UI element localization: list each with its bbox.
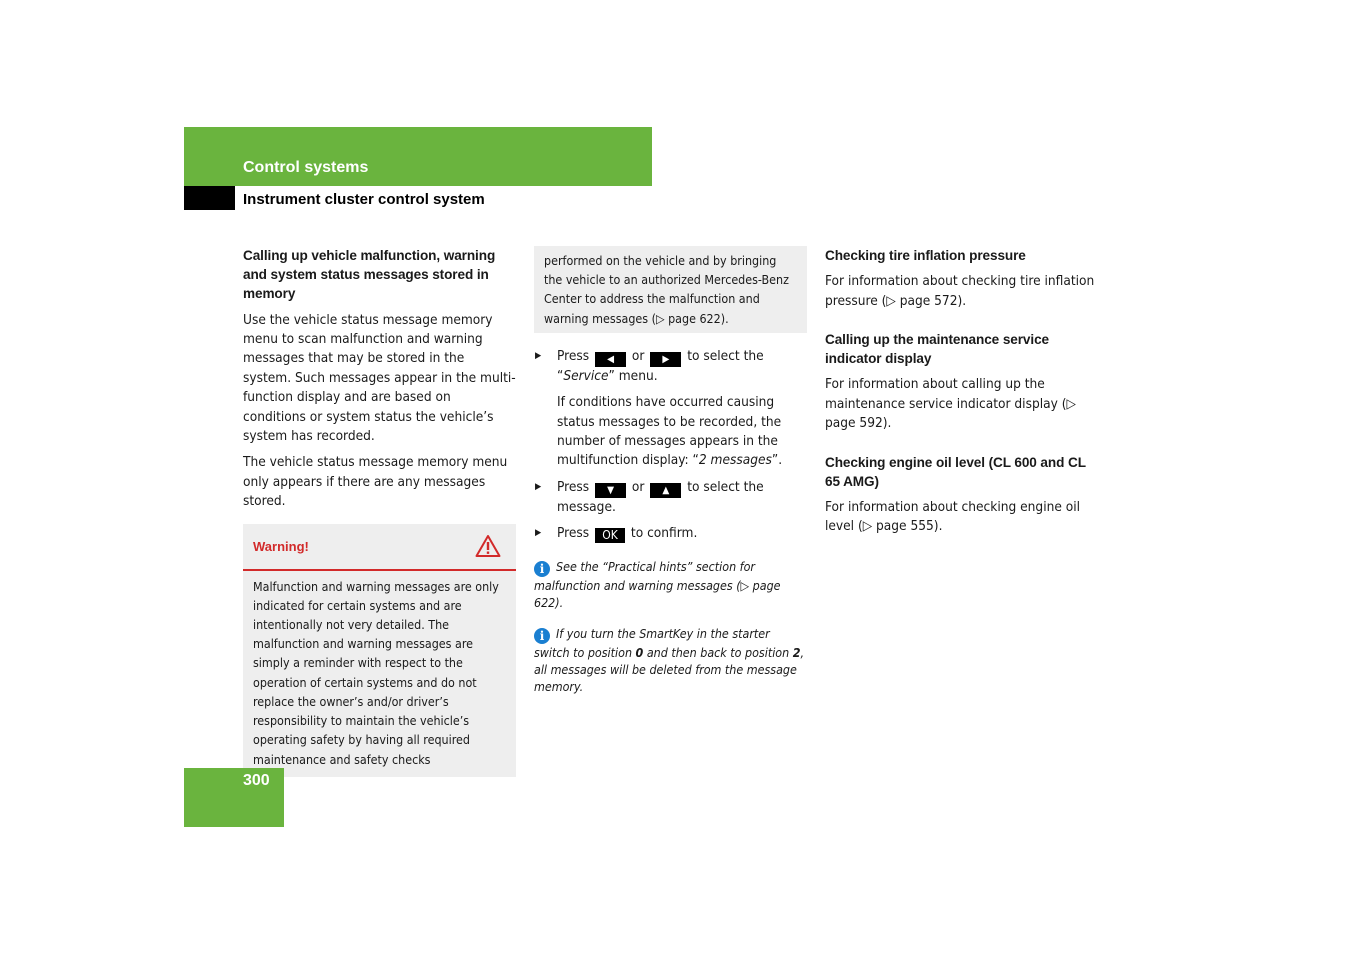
- paragraph: For information about checking engine oil level (▷ page 555).: [825, 499, 1081, 535]
- bullet-arrow-icon: ▶: [535, 350, 542, 361]
- column-right: [825, 246, 1100, 544]
- paragraph: For information about calling up the maintenance service indicator display (▷ page 592).: [825, 376, 1076, 432]
- column-middle: [534, 246, 807, 695]
- right-arrow-key-icon: ▶: [650, 352, 681, 367]
- chapter-title: Control systems: [243, 159, 369, 176]
- section-tab: [184, 186, 235, 210]
- step-select-service: ▶ Press ◀ or ▶ to select the “Service” menu.: [535, 347, 764, 384]
- step-confirm: ▶ Press OK to confirm.: [535, 525, 698, 543]
- info-icon: i: [534, 628, 550, 644]
- step-select-message: ▶ Press ▼ or ▲ to select the message.: [535, 478, 764, 515]
- step-description: If conditions have occurred causing status messages to be recorded, the number of messages appears in the multifunction display: “2 messages”.: [557, 394, 783, 469]
- heading-tire-pressure: Checking tire inflation pressure: [825, 248, 1026, 263]
- heading-calling-up-messages: Calling up vehicle malfunction, warning and system status messages stored in memory: [243, 248, 496, 302]
- info-icon: i: [534, 561, 550, 577]
- bullet-arrow-icon: ▶: [535, 528, 542, 539]
- paragraph: The vehicle status message memory menu only appears if there are any messages stored.: [243, 454, 508, 510]
- heading-engine-oil: Checking engine oil level (CL 600 and CL 65 AMG): [825, 454, 1086, 489]
- heading-maintenance-indicator: Calling up the maintenance service indicator display: [825, 332, 1049, 367]
- bullet-arrow-icon: ▶: [535, 481, 542, 492]
- left-arrow-key-icon: ◀: [595, 352, 626, 367]
- info-note-smartkey: i If you turn the SmartKey in the starter switch to position 0 and then back to position 2, all messages will be deleted from the message memory.: [534, 625, 805, 694]
- info-note-practical-hints: i See the “Practical hints” section for malfunction and warning messages (▷ page 622).: [534, 558, 781, 610]
- header-band: [184, 127, 652, 186]
- warning-triangle-icon: [475, 534, 501, 558]
- warning-box: [243, 524, 516, 777]
- column-left: [243, 246, 516, 777]
- warning-continuation: performed on the vehicle and by bringing the vehicle to an authorized Mercedes-Benz Center to address the malfunction and warning messages (▷ page 622).: [534, 246, 807, 333]
- warning-title: Warning!: [253, 538, 309, 554]
- ok-key-icon: OK: [595, 528, 625, 543]
- up-arrow-key-icon: ▲: [650, 483, 681, 498]
- warning-header: [243, 524, 516, 571]
- section-title: Instrument cluster control system: [243, 191, 485, 208]
- paragraph: For information about checking tire inflation pressure (▷ page 572).: [825, 273, 1095, 309]
- page-number: 300: [243, 772, 270, 789]
- down-arrow-key-icon: ▼: [595, 483, 626, 498]
- paragraph: Use the vehicle status message memory menu to scan malfunction and warning messages that may be stored in the system. Such messages appear in the multi-function display and are based on conditions or system status the vehicle’s system has recorded.: [243, 311, 516, 445]
- warning-body: Malfunction and warning messages are only indicated for certain systems and are intentionally not very detailed. The malfunction and warning messages are simply a reminder with respect to the operation of certain systems and do not replace the owner’s and/or driver’s responsibility to maintain the vehicle’s operating safety by having all required maintenance and safety checks: [253, 578, 499, 767]
